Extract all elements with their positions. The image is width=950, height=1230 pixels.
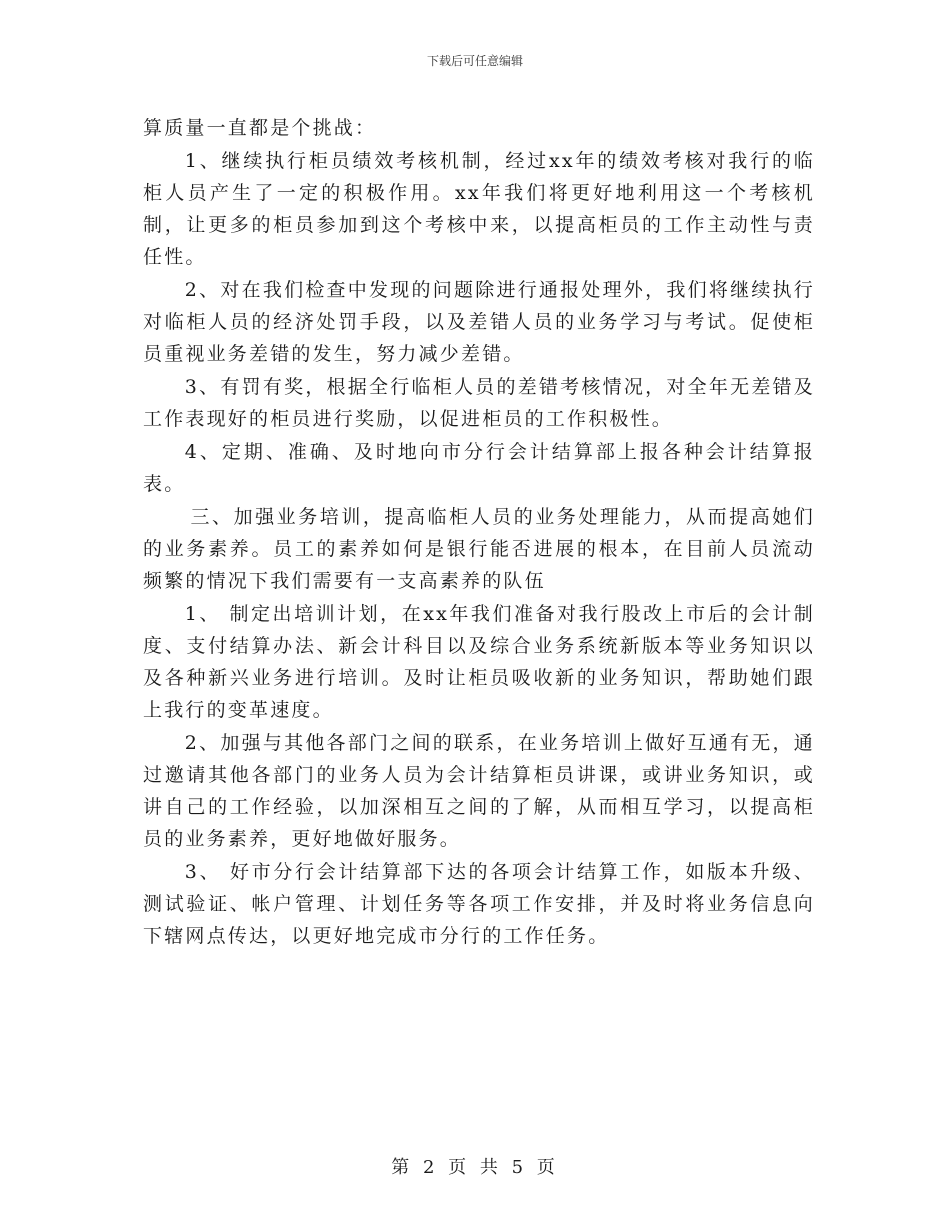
paragraph-continuation: 算质量一直都是个挑战： xyxy=(143,117,377,139)
paragraph-item: 4、定期、准确、及时地向市分行会计结算部上报各种会计结算报表。 xyxy=(143,441,815,495)
page-header: 下载后可任意编辑 xyxy=(426,54,523,68)
paragraph-item: 2、加强与其他各部门之间的联系，在业务培训上做好互通有无，通过邀请其他各部门的业务人员为会计结算柜员讲课，或讲业务知识，或讲自己的工作经验，以加深相互之间的了解，从而相互学习，以提高柜员的业务素养，更好地做好服务。 xyxy=(143,732,815,850)
paragraph-item: 3、 好市分行会计结算部下达的各项会计结算工作，如版本升级、测试验证、帐户管理、计划任务等各项工作安排，并及时将业务信息向下辖网点传达，以更好地完成市分行的工作任务。 xyxy=(143,861,815,947)
document-body xyxy=(143,112,815,953)
paragraph-item: 1、继续执行柜员绩效考核机制，经过xx年的绩效考核对我行的临柜人员产生了一定的积极作用。xx年我们将更好地利用这一个考核机制，让更多的柜员参加到这个考核中来，以提高柜员的工作主动性与责任性。 xyxy=(143,150,815,268)
paragraph-item: 1、 制定出培训计划，在xx年我们准备对我行股改上市后的会计制度、支付结算办法、新会计科目以及综合业务系统新版本等业务知识以及各种新兴业务进行培训。及时让柜员吸收新的业务知识，帮助她们跟上我行的变革速度。 xyxy=(143,603,815,721)
section-heading-paragraph: 三、加强业务培训，提高临柜人员的业务处理能力，从而提高她们的业务素养。员工的素养如何是银行能否进展的根本，在目前人员流动频繁的情况下我们需要有一支高素养的队伍 xyxy=(143,506,815,592)
paragraph-item: 3、有罚有奖，根据全行临柜人员的差错考核情况，对全年无差错及工作表现好的柜员进行奖励，以促进柜员的工作积极性。 xyxy=(143,376,815,430)
paragraph-item: 2、对在我们检查中发现的问题除进行通报处理外，我们将继续执行对临柜人员的经济处罚手段，以及差错人员的业务学习与考试。促使柜员重视业务差错的发生，努力减少差错。 xyxy=(143,279,815,365)
page-footer: 第 2 页 共 5 页 xyxy=(391,1157,559,1178)
